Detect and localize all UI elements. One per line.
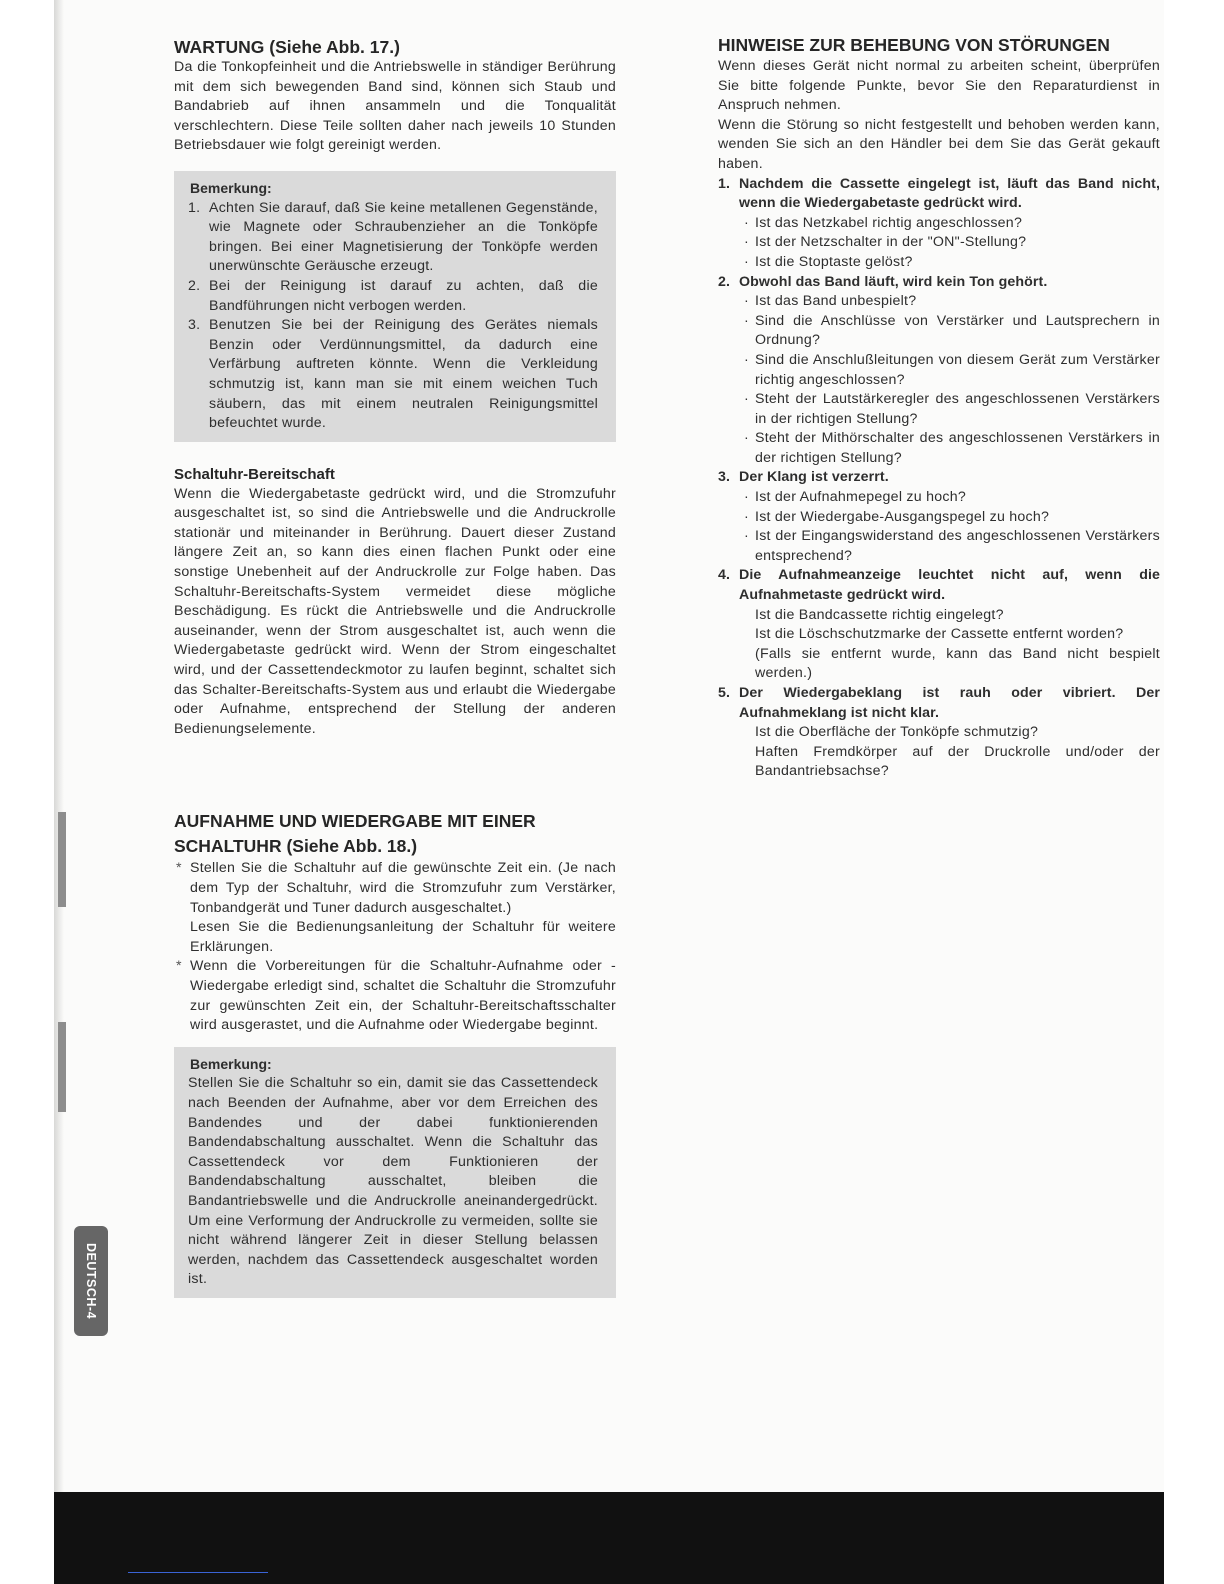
wartung-note-box: [174, 171, 616, 442]
note-item: 2. Bei der Reinigung ist darauf zu achten, daß die Bandführungen nicht verbogen werden.: [188, 277, 598, 314]
check-item: Haften Fremdkörper auf der Druckrolle und/oder der Bandantriebsachse?: [755, 743, 1160, 780]
problem-checks: [718, 214, 1160, 273]
schaltuhr-bereitschaft-title: Schaltuhr-Bereitschaft: [174, 465, 335, 483]
problem-item: [718, 273, 1160, 469]
check-item: · Ist der Aufnahmepegel zu hoch?: [744, 489, 966, 506]
check-item: · Ist das Band unbespielt?: [744, 293, 917, 310]
aufnahme-note-title: Bemerkung:: [190, 1055, 272, 1072]
note-item: 3. Benutzen Sie bei der Reinigung des Gerätes niemals Benzin oder Verdünnungsmittel, da dadurch eine Verfärbung auftreten könnte. Wenn die Verkleidung schmutzig ist, kann man sie mit einem weichen Tuch säubern, das mit einem neutralen Reinigungsmittel befeuchtet wurde.: [188, 317, 598, 432]
scan-edge-mark: [58, 812, 66, 907]
check-item: · Steht der Lautstärkeregler des angeschlossenen Verstärkers in der richtigen Stellung?: [744, 391, 1160, 427]
check-item: · Sind die Anschlußleitungen von diesem Gerät zum Verstärker richtig angeschlossen?: [744, 351, 1160, 388]
check-item: · Ist der Netzschalter in der "ON"-Stellung?: [744, 234, 1027, 251]
scan-edge-mark: [58, 1022, 66, 1112]
problem-item: [718, 566, 1160, 684]
schaltuhr-bereitschaft-body: Wenn die Wiedergabetaste gedrückt wird, und die Stromzufuhr ausgeschaltet ist, so sind die Antriebswelle und die Andruckrolle stationär und miteinander in Berührung. Dauert dieser Zustand längere Zeit an, so kann dies einen flachen Punkt oder eine sonstige Unebenheit auf der Andruckrolle zur Folge haben. Das Schaltuhr-Bereitschafts-System vermeidet diese mögliche Beschädigung. Es rückt die Antriebswelle und die Andruckrolle auseinander, wenn der Strom ausgeschaltet ist, auch wenn die Wiedergabetaste gedrückt wird. Wenn der Strom eingeschaltet wird, und der Cassettendeckmotor zu laufen beginnt, schaltet sich das Schalter-Bereitschafts-System aus und erlaubt die Wiedergabe oder Aufnahme, entsprechend der Stellung der anderen Bedienungselemente.: [174, 485, 616, 737]
wartung-note-list: [188, 199, 598, 434]
aufnahme-steps: [174, 859, 616, 1035]
left-column: [174, 36, 616, 1298]
aufnahme-note-box: [174, 1047, 616, 1298]
problem-question: 4. Die Aufnahmeanzeige leuchtet nicht auf, wenn die Aufnahmetaste gedrückt wird.: [718, 567, 1160, 604]
check-item: · Ist der Wiedergabe-Ausgangspegel zu hoch?: [744, 508, 1050, 525]
problem-question: 1. Nachdem die Cassette eingelegt ist, läuft das Band nicht, wenn die Wiedergabetaste gedrückt wird.: [718, 175, 1160, 212]
section-wartung: [174, 36, 616, 442]
aufnahme-title-line2: SCHALTUHR (Siehe Abb. 18.): [174, 836, 418, 857]
check-item: · Ist die Stoptaste gelöst?: [744, 253, 913, 270]
problem-question: 3. Der Klang ist verzerrt.: [718, 469, 889, 486]
aufnahme-note-text: Stellen Sie die Schaltuhr so ein, damit sie das Cassettendeck nach Beenden der Aufnahme, aber vor dem Erreichen des Bandendes und der dabei funktionierenden Bandendabschaltung ausschaltet. Wenn die Schaltuhr das Cassettendeck vor dem Funktionieren der Bandendabschaltung ausschaltet, bleiben die Bandantriebswelle und die Andruckrolle aneinandergedrückt. Um eine Verformung der Andruckrolle zu vermeiden, sollte sie nicht während längerer Zeit in dieser Stellung belassen werden, nachdem das Cassettendeck ausgeschaltet worden ist.: [188, 1075, 598, 1288]
problem-item: [718, 175, 1160, 273]
hinweise-intro-2: Wenn die Störung so nicht festgestellt und behoben werden kann, wenden Sie sich an den Händler bei dem Sie das Gerät gekauft haben.: [718, 116, 1160, 172]
section-aufnahme-schaltuhr: [174, 809, 616, 1297]
check-item: Ist die Bandcassette richtig eingelegt?: [755, 606, 1004, 623]
wartung-note-title: Bemerkung:: [190, 179, 272, 196]
problem-question: 2. Obwohl das Band läuft, wird kein Ton gehört.: [718, 273, 1048, 290]
right-column: [718, 34, 1160, 782]
aufnahme-title-line1: AUFNAHME UND WIEDERGABE MIT EINER: [174, 811, 536, 832]
section-schaltuhr-bereitschaft: [174, 465, 616, 740]
wartung-body: Da die Tonkopfeinheit und die Antriebswelle in ständiger Berührung mit dem sich bewegenden Band sind, können sich Staub und Bandabrieb auf ihnen ansammeln und die Tonqualität verschlechtern. Diese Teile sollten daher nach jeweils 10 Stunden Betriebsdauer wie folgt gereinigt werden.: [174, 59, 616, 154]
step-item: * Wenn die Vorbereitungen für die Schaltuhr-Aufnahme oder -Wiedergabe erledigt sind, schaltet die Schaltuhr die Stromzufuhr zur gewünschten Zeit ein, der Schaltuhr-Bereitschaftsschalter wird ausgerastet, und die Aufnahme oder Wiedergabe beginnt.: [176, 958, 616, 1034]
hinweise-intro-1: Wenn dieses Gerät nicht normal zu arbeiten scheint, überprüfen Sie bitte folgende Punkte, bevor Sie den Reparaturdienst in Anspruch nehmen.: [718, 58, 1160, 114]
language-side-tab: [74, 1226, 108, 1336]
problem-item: [718, 468, 1160, 566]
note-item: 1. Achten Sie darauf, daß Sie keine metallenen Gegenstände, wie Magnete oder Schraubenzieher an die Tonköpfe bringen. Bei einer Magnetisierung der Tonköpfe werden unerwünschte Geräusche erzeugt.: [188, 199, 598, 275]
problem-checks: [718, 488, 1160, 566]
page-edge-shadow: [54, 0, 64, 1584]
check-item: Ist die Löschschutzmarke der Cassette entfernt worden?: [755, 626, 1124, 643]
check-item: · Ist das Netzkabel richtig angeschlossen?: [744, 214, 1023, 231]
check-item: (Falls sie entfernt wurde, kann das Band nicht bespielt werden.): [755, 645, 1160, 682]
check-item: · Steht der Mithörschalter des angeschlossenen Verstärkers in der richtigen Stellung?: [744, 430, 1160, 466]
problem-item: [718, 684, 1160, 782]
problem-checks: [718, 292, 1160, 468]
hinweise-title: HINWEISE ZUR BEHEBUNG VON STÖRUNGEN: [718, 35, 1110, 55]
side-tab-label: DEUTSCH-4: [84, 1242, 98, 1320]
check-item: Ist die Oberfläche der Tonköpfe schmutzig?: [755, 724, 1039, 741]
scan-bottom-border: [54, 1492, 1164, 1584]
step-item: * Stellen Sie die Schaltuhr auf die gewünschte Zeit ein. (Je nach dem Typ der Schaltuhr, wird die Stromzufuhr zum Verstärker, Tonbandgerät und Tuner dadurch ausgeschaltet.) Lesen Sie die Bedienungsanleitung der Schaltuhr für weitere Erklärungen.: [176, 860, 616, 955]
scan-bottom-line: [128, 1572, 268, 1573]
check-item: · Sind die Anschlüsse von Verstärker und Lautsprechern in Ordnung?: [744, 312, 1160, 349]
wartung-title: WARTUNG (Siehe Abb. 17.): [174, 37, 400, 57]
problem-checks: [718, 606, 1160, 684]
check-item: · Ist der Eingangswiderstand des angeschlossenen Verstärkers entsprechend?: [744, 528, 1160, 564]
problem-checks: [718, 723, 1160, 782]
problem-question: 5. Der Wiedergabeklang ist rauh oder vibriert. Der Aufnahmeklang ist nicht klar.: [718, 685, 1160, 721]
